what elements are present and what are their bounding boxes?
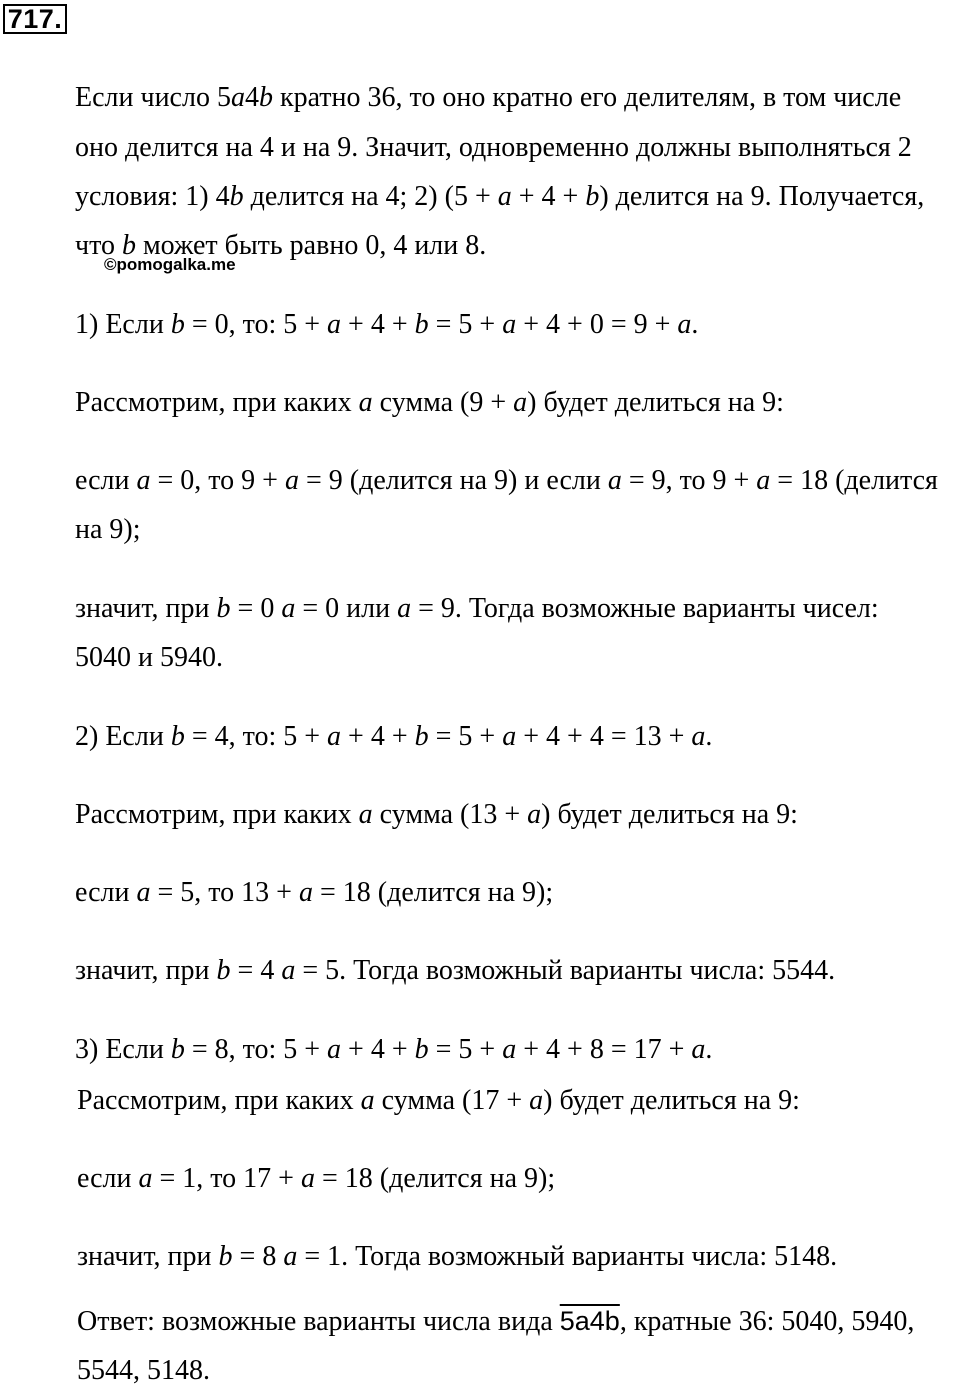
case1-then-line-2: 5040 и 5940. xyxy=(75,642,223,673)
case3-consider: Рассмотрим, при каких a сумма (17 + a) будет делиться на 9: xyxy=(77,1085,800,1116)
case1-then-line-1: значит, при b = 0 a = 0 или a = 9. Тогда возможные варианты чисел: xyxy=(75,593,879,624)
case1-consider: Рассмотрим, при каких a сумма (9 + a) будет делиться на 9: xyxy=(75,387,784,418)
case1-if-line-2: на 9); xyxy=(75,514,141,545)
intro-line-2: оно делится на 4 и на 9. Значит, одновременно должны выполняться 2 xyxy=(75,132,912,163)
case2-then: значит, при b = 4 a = 5. Тогда возможный варианты числа: 5544. xyxy=(75,955,836,986)
case2-heading: 2) Если b = 4, то: 5 + a + 4 + b = 5 + a + 4 + 4 = 13 + a. xyxy=(75,721,713,752)
intro-line-4: что b может быть равно 0, 4 или 8. xyxy=(75,230,487,261)
answer-line-1: Ответ: возможные варианты числа вида 5a4b, кратные 36: 5040, 5940, xyxy=(77,1306,915,1337)
case1-heading: 1) Если b = 0, то: 5 + a + 4 + b = 5 + a + 4 + 0 = 9 + a. xyxy=(75,309,699,340)
problem-number: 717. xyxy=(3,4,67,34)
case3-if: если a = 1, то 17 + a = 18 (делится на 9); xyxy=(77,1163,556,1194)
case2-if: если a = 5, то 13 + a = 18 (делится на 9); xyxy=(75,877,554,908)
case1-if-line-1: если a = 0, то 9 + a = 9 (делится на 9) и если a = 9, то 9 + a = 18 (делится xyxy=(75,465,938,496)
number-form-overlined: 5a4b xyxy=(559,1306,620,1336)
case3-then: значит, при b = 8 a = 1. Тогда возможный варианты числа: 5148. xyxy=(77,1241,838,1272)
intro-line-1: Если число 5a4b кратно 36, то оно кратно его делителям, в том числе xyxy=(75,82,902,113)
intro-line-3: условия: 1) 4b делится на 4; 2) (5 + a + 4 + b) делится на 9. Получается, xyxy=(75,181,925,212)
case2-consider: Рассмотрим, при каких a сумма (13 + a) будет делиться на 9: xyxy=(75,799,798,830)
case3-heading: 3) Если b = 8, то: 5 + a + 4 + b = 5 + a + 4 + 8 = 17 + a. xyxy=(75,1034,713,1065)
watermark: ©pomogalka.me xyxy=(104,255,236,274)
answer-line-2: 5544, 5148. xyxy=(77,1355,210,1386)
